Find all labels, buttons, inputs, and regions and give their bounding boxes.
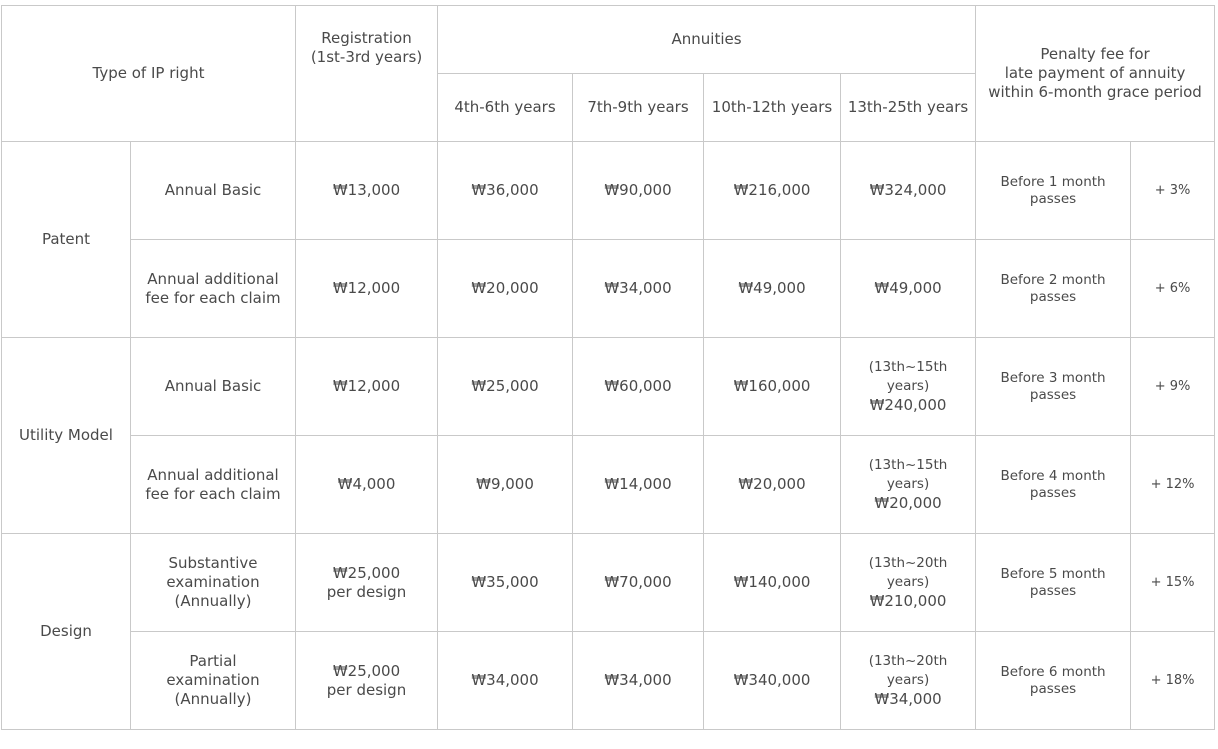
annuity-fee-cell: ₩140,000 xyxy=(704,534,841,632)
penalty-period-line2: passes xyxy=(1029,190,1077,207)
annuity-fee-cell: ₩324,000 xyxy=(841,142,976,240)
registration-header-line1: Registration xyxy=(321,28,412,47)
annuities-header: Annuities xyxy=(438,6,976,74)
annuity-fee-cell: ₩49,000 xyxy=(704,240,841,338)
subtype-line2: examination xyxy=(166,671,260,689)
penalty-period-cell xyxy=(976,632,1131,730)
annuity-fee-value: ₩20,000 xyxy=(874,494,942,512)
table-row xyxy=(2,632,1215,730)
annuity-fee-cell: ₩35,000 xyxy=(438,534,573,632)
annuity-fee-cell xyxy=(841,436,976,534)
penalty-period-line1: Before 6 month xyxy=(1000,663,1106,680)
penalty-header-line2: late payment of annuity xyxy=(1004,64,1186,82)
annuity-fee-cell: ₩340,000 xyxy=(704,632,841,730)
penalty-period-cell xyxy=(976,142,1131,240)
annuity-fee-cell: ₩36,000 xyxy=(438,142,573,240)
penalty-period-line1: Before 1 month xyxy=(1000,173,1106,190)
subtype-cell xyxy=(131,240,296,338)
subtype-line1: Substantive xyxy=(168,554,258,572)
penalty-period-line1: Before 2 month xyxy=(1000,271,1106,288)
registration-fee-value: ₩25,000 xyxy=(332,661,401,680)
penalty-period-line1: Before 4 month xyxy=(1000,467,1106,484)
penalty-rate-cell: + 6% xyxy=(1131,240,1215,338)
penalty-period-cell xyxy=(976,338,1131,436)
annuity-fee-cell: ₩34,000 xyxy=(438,632,573,730)
annuity-fee-cell: ₩34,000 xyxy=(573,632,704,730)
annuity-fee-cell xyxy=(841,534,976,632)
subtype-cell: Annual Basic xyxy=(131,338,296,436)
penalty-period-line2: passes xyxy=(1029,680,1077,697)
penalty-period-line2: passes xyxy=(1029,386,1077,403)
table-row xyxy=(2,240,1215,338)
registration-fee-unit: per design xyxy=(326,582,407,601)
subtype-line2: fee for each claim xyxy=(145,288,281,307)
registration-fee-cell: ₩12,000 xyxy=(296,240,438,338)
table-row xyxy=(2,142,1215,240)
annuity-fee-cell: ₩90,000 xyxy=(573,142,704,240)
type-of-ip-right-header: Type of IP right xyxy=(2,6,296,142)
penalty-period-cell xyxy=(976,240,1131,338)
annuity-period-header: 7th-9th years xyxy=(573,74,704,142)
registration-fee-value: ₩25,000 xyxy=(332,563,401,582)
registration-header xyxy=(296,6,438,142)
annuity-fee-cell: ₩14,000 xyxy=(573,436,704,534)
annuity-fee-cell: ₩60,000 xyxy=(573,338,704,436)
annuity-fee-cell: ₩20,000 xyxy=(438,240,573,338)
registration-fee-unit: per design xyxy=(326,680,407,699)
subtype-cell xyxy=(131,632,296,730)
group-label-patent: Patent xyxy=(2,142,131,338)
penalty-period-line1: Before 5 month xyxy=(1000,565,1106,582)
annuity-period-header: 13th-25th years xyxy=(841,74,976,142)
registration-fee-cell xyxy=(296,534,438,632)
annuity-period-note: (13th~15th years) xyxy=(868,457,948,492)
penalty-rate-cell: + 9% xyxy=(1131,338,1215,436)
subtype-line2: fee for each claim xyxy=(145,484,281,503)
annuity-fee-cell: ₩20,000 xyxy=(704,436,841,534)
penalty-header-line3: within 6-month grace period xyxy=(988,83,1202,101)
subtype-line3: (Annually) xyxy=(174,592,252,610)
table-row xyxy=(2,436,1215,534)
annuity-fee-cell: ₩160,000 xyxy=(704,338,841,436)
annuity-period-header: 4th-6th years xyxy=(438,74,573,142)
penalty-fee-header xyxy=(976,6,1215,142)
header-row xyxy=(2,6,1215,74)
table-row xyxy=(2,534,1215,632)
registration-fee-cell: ₩12,000 xyxy=(296,338,438,436)
penalty-period-cell xyxy=(976,534,1131,632)
annuity-fee-value: ₩34,000 xyxy=(874,690,942,708)
subtype-line1: Annual additional xyxy=(147,465,279,484)
annuity-period-note: (13th~15th years) xyxy=(868,359,948,394)
registration-fee-cell xyxy=(296,632,438,730)
subtype-cell xyxy=(131,534,296,632)
annuity-fee-cell: ₩49,000 xyxy=(841,240,976,338)
penalty-period-line2: passes xyxy=(1029,582,1077,599)
registration-fee-cell: ₩4,000 xyxy=(296,436,438,534)
annuity-fee-cell xyxy=(841,338,976,436)
penalty-rate-cell: + 12% xyxy=(1131,436,1215,534)
penalty-period-line2: passes xyxy=(1029,288,1077,305)
subtype-line1: Partial xyxy=(189,652,237,670)
annuity-fee-value: ₩240,000 xyxy=(869,396,947,414)
annuity-fee-cell: ₩9,000 xyxy=(438,436,573,534)
subtype-line2: examination xyxy=(166,573,260,591)
annuity-fee-cell xyxy=(841,632,976,730)
annuity-fee-cell: ₩70,000 xyxy=(573,534,704,632)
annuity-fee-cell: ₩34,000 xyxy=(573,240,704,338)
ip-fee-table xyxy=(1,5,1215,730)
penalty-period-line1: Before 3 month xyxy=(1000,369,1106,386)
group-label-utility-model: Utility Model xyxy=(2,338,131,534)
annuity-fee-cell: ₩216,000 xyxy=(704,142,841,240)
annuity-period-note: (13th~20th years) xyxy=(868,653,948,688)
penalty-header-line1: Penalty fee for xyxy=(1040,45,1150,63)
penalty-period-line2: passes xyxy=(1029,484,1077,501)
subtype-line1: Annual additional xyxy=(147,269,279,288)
registration-fee-cell: ₩13,000 xyxy=(296,142,438,240)
registration-header-line2: (1st-3rd years) xyxy=(310,47,423,66)
subtype-cell xyxy=(131,436,296,534)
table-row xyxy=(2,338,1215,436)
group-label-design: Design xyxy=(2,534,131,730)
penalty-rate-cell: + 18% xyxy=(1131,632,1215,730)
penalty-rate-cell: + 3% xyxy=(1131,142,1215,240)
subtype-line3: (Annually) xyxy=(174,690,252,708)
annuity-period-header: 10th-12th years xyxy=(704,74,841,142)
penalty-rate-cell: + 15% xyxy=(1131,534,1215,632)
penalty-period-cell xyxy=(976,436,1131,534)
annuity-fee-value: ₩210,000 xyxy=(869,592,947,610)
subtype-cell: Annual Basic xyxy=(131,142,296,240)
annuity-period-note: (13th~20th years) xyxy=(868,555,948,590)
annuity-fee-cell: ₩25,000 xyxy=(438,338,573,436)
